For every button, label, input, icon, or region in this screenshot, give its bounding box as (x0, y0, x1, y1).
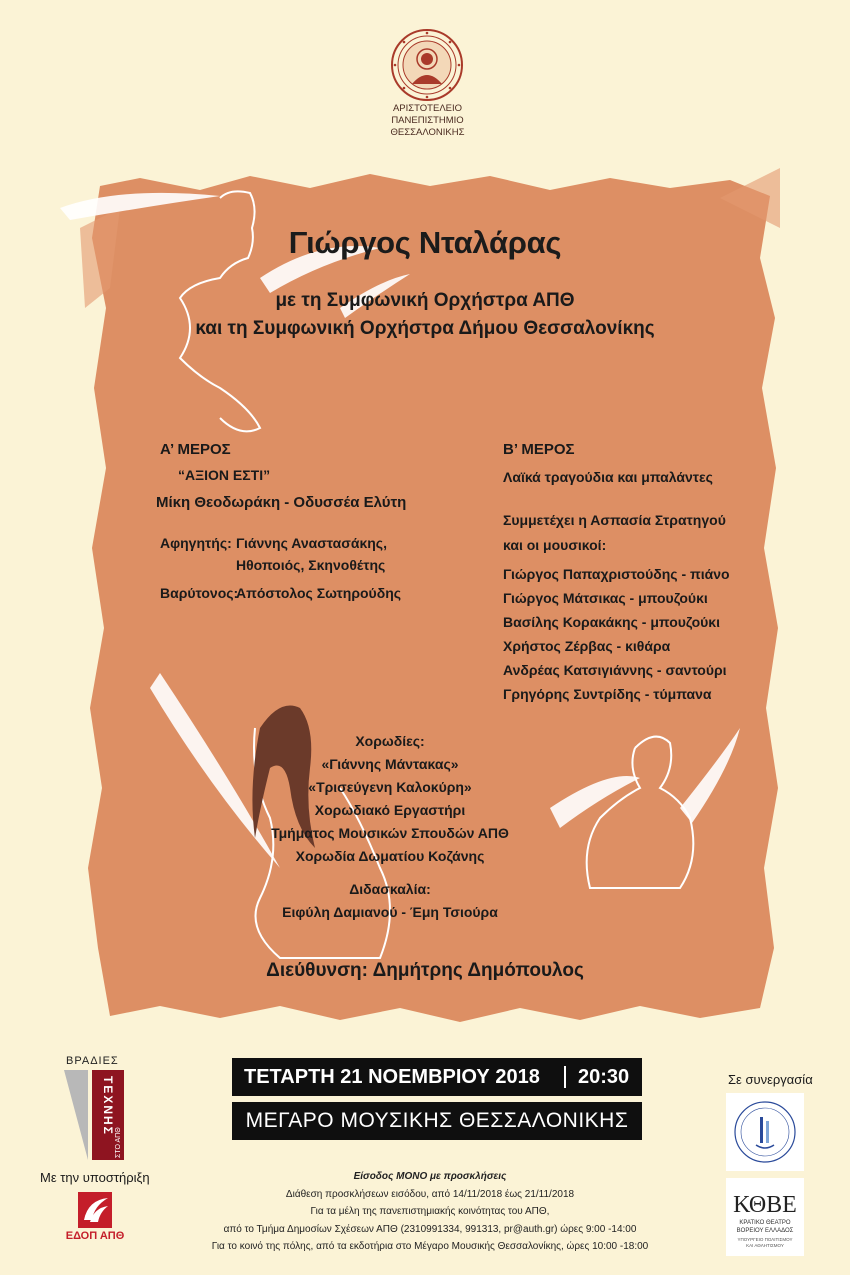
orchestra-line-2: και τη Συμφωνική Ορχήστρα Δήμου Θεσσαλονίκης (195, 318, 655, 339)
kthve-line4: ΚΑΙ ΑΘΛΗΤΙΣΜΟΥ (746, 1243, 784, 1248)
kthve-logo (726, 1178, 804, 1256)
choirs-heading: Χορωδίες: (355, 733, 425, 749)
part-b-heading: Β’ ΜΕΡΟΣ (503, 441, 575, 458)
kthve-logo-text: ΚΘΒΕ (733, 1192, 797, 1218)
orchestra-line-1: με τη Συμφωνική Ορχήστρα ΑΠΘ (275, 290, 575, 311)
musician-item: Βασίλης Κορακάκης - μπουζούκι (503, 614, 720, 630)
eadp-label: ΕΔΟΠ ΑΠΘ (65, 1230, 125, 1242)
part-a-work: “ΑΞΙΟΝ ΕΣΤΙ” (178, 467, 271, 483)
eadp-logo (65, 1190, 125, 1242)
part-a-composers: Μίκη Θεοδωράκη - Οδυσσέα Ελύτη (156, 494, 407, 511)
kthve-line3: ΥΠΟΥΡΓΕΙΟ ΠΟΛΙΤΙΣΜΟΥ (737, 1237, 793, 1242)
musician-item: Ανδρέας Κατσιγιάννης - σαντούρι (503, 662, 727, 678)
entry-info-line: από το Τμήμα Δημοσίων Σχέσεων ΑΠΘ (2310991334, 991313, pr@auth.gr) ώρες 9:00 -14:00 (223, 1223, 637, 1235)
entry-info (190, 1168, 670, 1256)
narrator-label: Αφηγητής: (160, 535, 232, 551)
choir-item: «Γιάννης Μάντακας» (321, 756, 459, 772)
date-time-separator (564, 1066, 566, 1088)
guest-line-1: Συμμετέχει η Ασπασία Στρατηγού (503, 512, 726, 528)
kthve-line1: ΚΡΑΤΙΚΟ ΘΕΑΤΡΟ (739, 1220, 791, 1226)
vradies-technis-logo (64, 1070, 126, 1160)
collaboration-label: Σε συνεργασία (728, 1072, 813, 1087)
choir-item: Χορωδία Δωματίου Κοζάνης (295, 848, 485, 864)
vradies-vertical-text: ΤΕΧΝΗΣ (101, 1076, 115, 1136)
entry-info-line: Διάθεση προσκλήσεων εισόδου, από 14/11/2018 έως 21/11/2018 (285, 1188, 575, 1200)
teaching-label: Διδασκαλία: (349, 881, 431, 897)
university-seal-logo (390, 28, 464, 102)
vradies-top-label: ΒΡΑΔΙΕΣ (66, 1055, 119, 1067)
venue-bar: ΜΕΓΑΡΟ ΜΟΥΣΙΚΗΣ ΘΕΣΣΑΛΟΝΙΚΗΣ (232, 1102, 642, 1140)
date-bar (232, 1058, 642, 1096)
entry-info-heading: Είσοδος ΜΟΝΟ με προσκλήσεις (353, 1171, 507, 1182)
event-time: 20:30 (578, 1066, 630, 1088)
teachers: Ειφύλη Δαμιανού - Έμη Τσιούρα (282, 904, 498, 920)
university-name-line1: ΑΡΙΣΤΟΤΕΛΕΙΟ (392, 103, 463, 114)
musician-item: Γιώργος Μάτσικας - μπουζούκι (503, 590, 708, 606)
vradies-small-text: ΣΤΟ ΑΠΘ (115, 1127, 122, 1158)
musician-item: Γρηγόρης Συντρίδης - τύμπανα (503, 686, 712, 702)
choir-item: Χορωδιακό Εργαστήρι (314, 802, 466, 818)
baritone-name: Απόστολος Σωτηρούδης (236, 585, 402, 601)
musician-item: Γιώργος Παπαχριστούδης - πιάνο (503, 566, 730, 582)
part-a-heading: Α’ ΜΕΡΟΣ (160, 441, 231, 458)
musician-item: Χρήστος Ζέρβας - κιθάρα (503, 638, 671, 654)
entry-info-line: Για το κοινό της πόλης, από τα εκδοτήρια στο Μέγαρο Μουσικής Θεσσαλονίκης, ώρες 10:00 -18:00 (211, 1241, 649, 1252)
conductor: Διεύθυνση: Δημήτρης Δημόπουλος (266, 960, 584, 981)
narrator-name: Γιάννης Αναστασάκης, (236, 535, 387, 551)
choir-item: Τμήματος Μουσικών Σπουδών ΑΠΘ (271, 825, 509, 841)
artist-title: Γιώργος Νταλάρας (288, 225, 562, 260)
entry-info-line: Για τα μέλη της πανεπιστημιακής κοινότητας του ΑΠΘ, (310, 1206, 550, 1217)
baritone-label: Βαρύτονος: (160, 585, 239, 601)
university-name-line2: ΠΑΝΕΠΙΣΤΗΜΙΟ (391, 115, 464, 126)
part-b-subtitle: Λαϊκά τραγούδια και μπαλάντες (503, 469, 713, 485)
municipal-orchestra-logo (726, 1093, 804, 1171)
university-name-line3: ΘΕΣΣΑΛΟΝΙΚΗΣ (390, 127, 465, 138)
narrator-role: Ηθοποιός, Σκηνοθέτης (236, 557, 386, 573)
kthve-line2: ΒΟΡΕΙΟΥ ΕΛΛΑΔΟΣ (736, 1228, 794, 1234)
choir-item: «Τρισεύγενη Καλοκύρη» (308, 779, 472, 795)
guest-line-2: και οι μουσικοί: (503, 537, 607, 553)
university-name (370, 103, 485, 139)
event-date: ΤΕΤΑΡΤΗ 21 ΝΟΕΜΒΡΙΟΥ 2018 (244, 1066, 540, 1088)
support-label: Με την υποστήριξη (40, 1170, 150, 1185)
